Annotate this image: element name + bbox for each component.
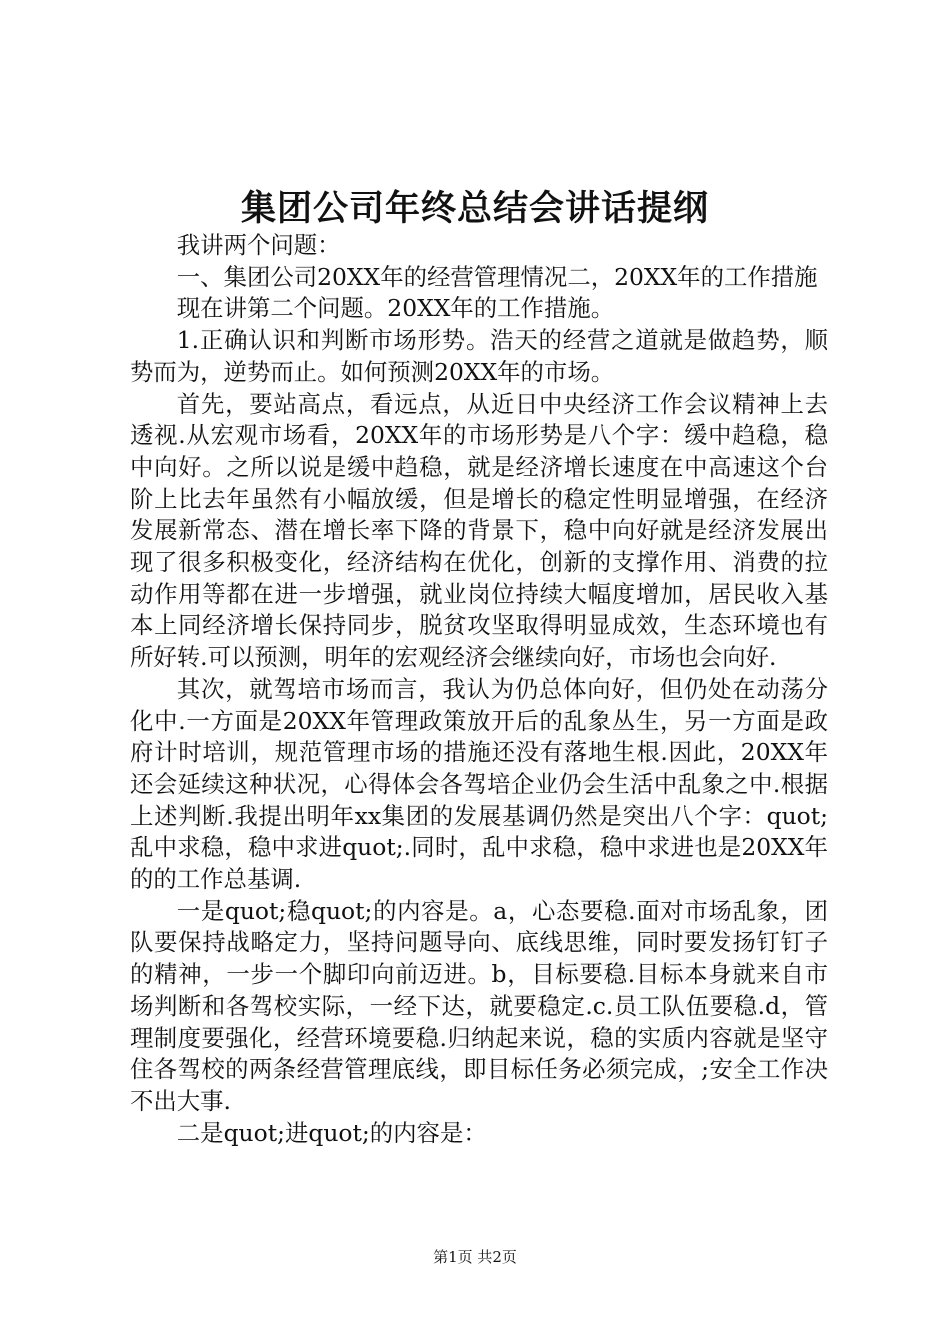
- paragraph-stability: 一是quot;稳quot;的内容是。a，心态要稳.面对市场乱象，团队要保持战略定力，坚持问题导向、底线思维，同时要发扬钉钉子的精神，一步一个脚印向前迈进。b，目标要稳.目标本身就来自市场判断和各驾校实际，一经下达，就要稳定.c.员工队伍要稳.d，管理制度要强化，经营环境要稳.归纳起来说，稳的实质内容就是坚守住各驾校的两条经营管理底线，即目标任务必须完成，;安全工作决不出大事.: [130, 896, 828, 1115]
- paragraph-second-topic: 现在讲第二个问题。20XX年的工作措施。: [176, 294, 615, 323]
- paragraph-second-driving-market: 其次，就驾培市场而言，我认为仍总体向好，但仍处在动荡分化中.一方面是20XX年管理政策放开后的乱象丛生，另一方面是政府计时培训，规范管理市场的措施还没有落地生根.因此，20XX年还会延续这种状况，心得体会各驾培企业仍会生活中乱象之中.根据上述判断.我提出明年xx集团的发展基调仍然是突出八个字：quot;乱中求稳，稳中求进quot;.同时，乱中求稳，稳中求进也是20XX年的的工作总基调.: [130, 674, 828, 894]
- page-footer: 第1页 共2页: [433, 1248, 517, 1266]
- paragraph-intro: 我讲两个问题：: [176, 231, 341, 259]
- document-body: [130, 230, 828, 1149]
- document-title: 集团公司年终总结会讲话提纲: [240, 189, 709, 229]
- paragraph-market-judgement: 1.正确认识和判断市场形势。浩天的经营之道就是做趋势，顺势而为，逆势而止。如何预测20XX年的市场。: [130, 326, 828, 386]
- paragraph-progress: 二是quot;进quot;的内容是：: [176, 1118, 487, 1147]
- paragraph-outline: 一、集团公司20XX年的经营管理情况二，20XX年的工作措施: [176, 262, 818, 291]
- paragraph-first-macro: 首先，要站高点，看远点，从近日中央经济工作会议精神上去透视.从宏观市场看，20XX年的市场形势是八个字：缓中趋稳，稳中向好。之所以说是缓中趋稳，就是经济增长速度在中高速这个台阶上比去年虽然有小幅放缓，但是增长的稳定性明显增强，在经济发展新常态、潜在增长率下降的背景下，稳中向好就是经济发展出现了很多积极变化，经济结构在优化，创新的支撑作用、消费的拉动作用等都在进一步增强，就业岗位持续大幅度增加，居民收入基本上同经济增长保持同步，脱贫攻坚取得明显成效，生态环境也有所好转.可以预测，明年的宏观经济会继续向好，市场也会向好.: [130, 389, 828, 672]
